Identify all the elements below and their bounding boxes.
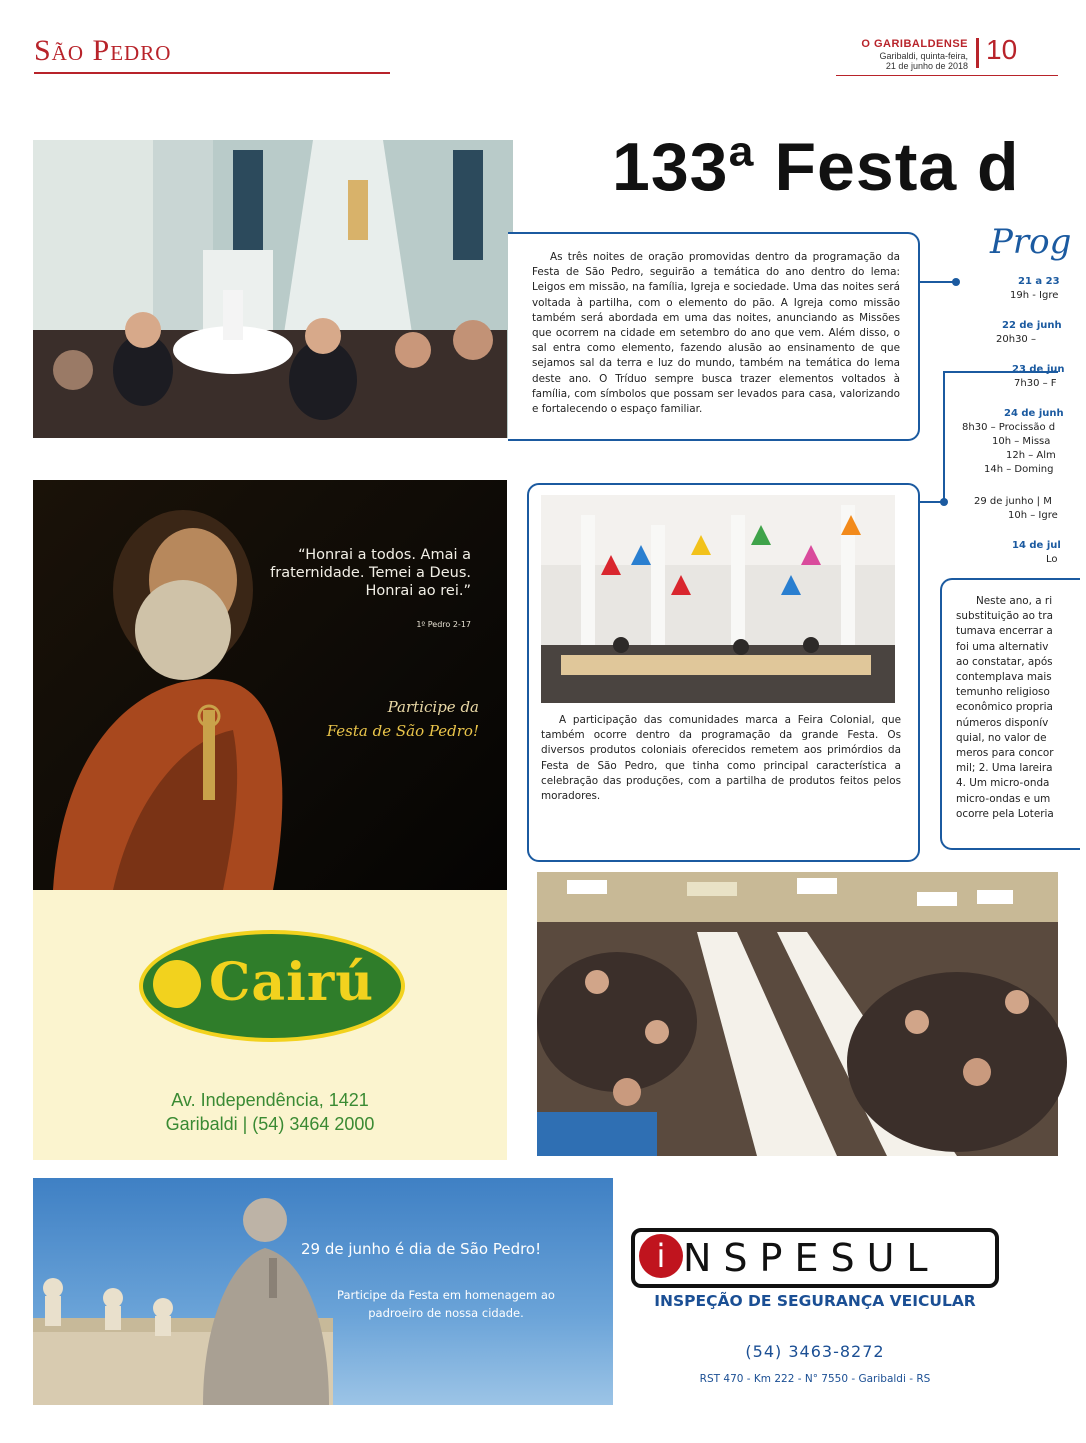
rifa-line: contemplava mais — [956, 671, 1052, 684]
bible-quote: “Honrai a todos. Amai a fraternidade. Temei a Deus. Honrai ao rei.” — [270, 547, 471, 599]
rifa-line: micro-ondas e um — [956, 792, 1051, 805]
rifa-line: 4. Um micro-onda — [956, 777, 1050, 790]
header-right-divider — [836, 75, 1058, 76]
header-separator — [976, 38, 979, 68]
article-triduo-box — [508, 232, 920, 441]
rifa-line: substituição ao tra — [956, 610, 1053, 623]
date-line-2: 21 de junho de 2018 — [885, 61, 968, 71]
article-triduo-text: As três noites de oração promovidas dentro da programação da Festa de São Pedro, seguirão a temática do ano dentro do lema: Leigos em missão, na família, Igreja e sociedade. Uma das noites será voltada à partilha, com o elemento do pão. A Igreja como missão também será abordada em uma das noites, anunciando as Missões que ocorrem na cidade em setembro do ano que vem. Além disso, o sal entra como elemento, fazendo alusão ao ensinamento de que sejamos sal da terra e luz do mundo, também na temática do lema deste ano. O Tríduo sempre busca trazer elementos voltados à família, com símbolos que possam ser levados para casa, valorizando e fortalecendo o espaço familiar. — [532, 251, 900, 416]
saint-peter-painting — [33, 480, 507, 890]
program-item: 10h – Igre — [1008, 510, 1058, 521]
headline: 133ª Festa d — [612, 129, 1020, 205]
rifa-line: econômico propria — [956, 701, 1053, 714]
rifa-line: ao constatar, após — [956, 655, 1053, 668]
program-date: 22 de junh — [1002, 320, 1062, 331]
rifa-line: números disponív — [956, 716, 1049, 729]
program-item: Lo — [1046, 554, 1058, 565]
section-title: São Pedro — [34, 34, 172, 67]
programacao-title: Prog — [990, 222, 1072, 262]
date-line-1: Garibaldi, quinta-feira, — [879, 51, 968, 61]
article-rifa-text — [956, 594, 1086, 822]
program-item: 20h30 – — [996, 334, 1036, 345]
rifa-line: mil; 2. Uma lareira — [956, 762, 1053, 775]
program-item: 8h30 – Procissão d — [962, 422, 1056, 433]
program-date: 23 de jun — [1012, 364, 1065, 375]
program-item: 10h – Missa — [992, 436, 1051, 447]
article-feira-box — [527, 483, 920, 862]
inspesul-phone: (54) 3463-8272 — [745, 1342, 885, 1361]
bible-quote-reference: 1º Pedro 2-17 — [416, 620, 471, 629]
program-date: 21 a 23 — [1018, 276, 1060, 287]
cairu-cta-line-1: Participe da — [387, 698, 479, 716]
rifa-line: meros para concor — [956, 747, 1054, 760]
inspesul-brand-name: NSPESUL — [683, 1236, 940, 1280]
article-feira-text: A participação das comunidades marca a Feira Colonial, que também ocorre dentro da programação da grande Festa. Os diversos produtos coloniais oferecidos remetem aos primórdios da Festa de São Pedro, que tinha como principal característica a celebração das produções, com a partilha de produtos feitos pelos moradores. — [541, 714, 901, 803]
program-date: 24 de junh — [1004, 408, 1064, 419]
page-number: 10 — [986, 34, 1018, 65]
saint-peter-statue-image — [33, 1178, 333, 1405]
rifa-line: tumava encerrar a — [956, 625, 1053, 638]
inspesul-subtext: Participe da Festa em homenagem ao padroeiro de nossa cidade. — [337, 1288, 555, 1320]
program-item: 12h – Alm — [1006, 450, 1056, 461]
program-date: 14 de jul — [1012, 540, 1061, 551]
cairu-city-phone: Garibaldi | (54) 3464 2000 — [165, 1114, 375, 1134]
church-procession-photo — [33, 140, 507, 438]
inspesul-address: RST 470 - Km 222 - N° 7550 - Garibaldi - RS — [699, 1373, 931, 1385]
publication-name: O GARIBALDENSE — [861, 38, 968, 50]
rifa-line: quial, no valor de — [956, 731, 1047, 744]
rifa-line: Neste ano, a ri — [976, 595, 1053, 607]
inspesul-headline: 29 de junho é dia de São Pedro! — [301, 1240, 542, 1258]
cairu-cta-line-2: Festa de São Pedro! — [326, 722, 479, 740]
saint-peter-painting-panel — [33, 480, 507, 890]
inspesul-tagline: INSPEÇÃO DE SEGURANÇA VEICULAR — [654, 1292, 976, 1310]
rifa-line: ocorre pela Loteria — [956, 807, 1054, 820]
festa-dinner-crowd-photo — [537, 872, 1058, 1156]
article-rifa-box — [940, 578, 1080, 850]
inspesul-logo-initial-letter: i — [656, 1237, 666, 1275]
publication-date — [836, 51, 968, 71]
rifa-line: foi uma alternativ — [956, 640, 1049, 653]
program-item: 19h - Igre — [1010, 290, 1059, 301]
program-item: 14h – Doming — [984, 464, 1054, 475]
rifa-line: temunho religioso — [956, 686, 1050, 699]
program-item: 7h30 – F — [1014, 378, 1057, 389]
feira-colonial-photo — [541, 495, 895, 703]
section-divider — [34, 72, 390, 74]
program-item: 29 de junho | M — [974, 496, 1052, 507]
cairu-contact — [145, 1088, 395, 1136]
inspesul-logo-initial — [639, 1234, 683, 1278]
cairu-logo-mark-icon — [153, 960, 201, 1008]
cairu-brand-name: Cairú — [209, 952, 375, 1013]
inspesul-advertisement — [33, 1178, 1019, 1405]
cairu-advertisement — [33, 480, 507, 1160]
cairu-address: Av. Independência, 1421 — [171, 1090, 369, 1110]
